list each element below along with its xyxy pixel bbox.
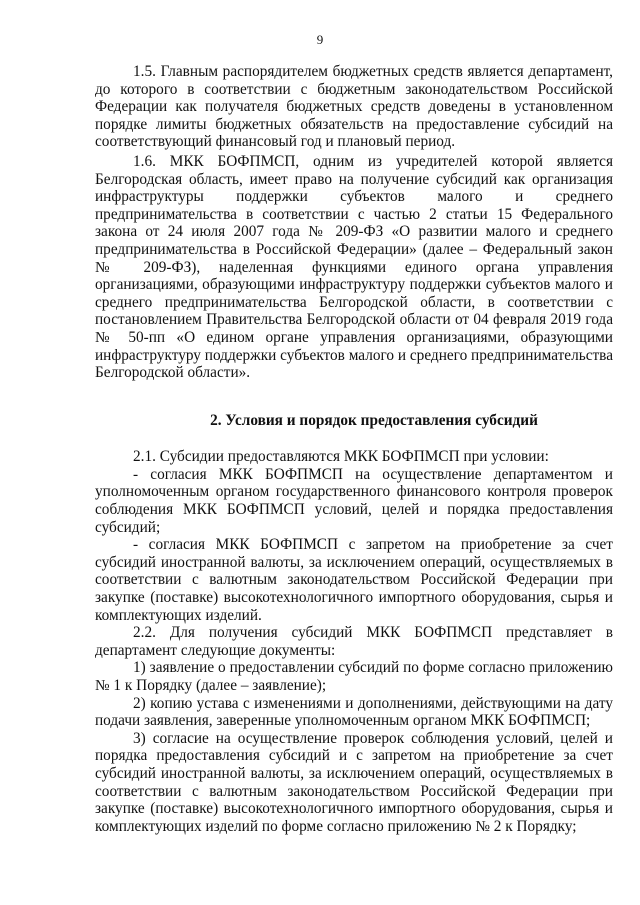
- document-body: [95, 63, 613, 835]
- paragraph-2-2: 2.2. Для получения субсидий МКК БОФПМСП представляет в департамент следующие документы:: [95, 624, 613, 659]
- paragraph-1-6: 1.6. МКК БОФПМСП, одним из учредителей которой является Белгородская область, имеет право на получение субсидий как организация инфраструктуры поддержки субъектов малого и среднего предпринимательства в соответствии с частью 2 статьи 15 Федерального закона от 24 июля 2007 года № 209-ФЗ «О развитии малого и среднего предпринимательства в Российской Федерации» (далее – Федеральный закон № 209-ФЗ), наделенная функциями единого органа управления организациями, образующими инфраструктуру поддержки субъектов малого и среднего предпринимательства Белгородской области, в соответствии с постановлением Правительства Белгородской области от 04 февраля 2019 года № 50-пп «О едином органе управления организациями, образующими инфраструктуру поддержки субъектов малого и среднего предпринимательства Белгородской области».: [95, 152, 613, 382]
- paragraph-2-2-item-3: 3) согласие на осуществление проверок соблюдения условий, целей и порядка предоставления субсидий и с запретом на приобретение за счет субсидий иностранной валюты, за исключением операций, осуществляемых в соответствии с валютным законодательством Российской Федерации при закупке (поставке) высокотехнологичного импортного оборудования, сырья и комплектующих изделий по форме согласно приложению № 2 к Порядку;: [95, 729, 613, 835]
- section-heading: 2. Условия и порядок предоставления субсидий: [210, 411, 538, 429]
- paragraph-1-5: 1.5. Главным распорядителем бюджетных средств является департамент, до которого в соответствии с бюджетным законодательством Российской Федерации как получателя бюджетных средств доведены в установленном порядке лимиты бюджетных обязательств на предоставление субсидий на соответствующий финансовый год и плановый период.: [95, 63, 613, 151]
- page-number: 9: [316, 32, 324, 47]
- paragraph-2-1-condition-1: - согласия МКК БОФПМСП на осуществление департаментом и уполномоченным органом государственного финансового контроля проверок соблюдения МКК БОФПМСП условий, целей и порядка предоставления субсидий;: [95, 465, 613, 536]
- paragraph-2-2-item-2: 2) копию устава с изменениями и дополнениями, действующими на дату подачи заявления, заверенные уполномоченным органом МКК БОФПМСП;: [95, 694, 613, 730]
- paragraph-2-2-item-1: 1) заявление о предоставлении субсидий по форме согласно приложению № 1 к Порядку (далее – заявление);: [95, 659, 613, 694]
- paragraph-2-1-condition-2: - согласия МКК БОФПМСП с запретом на приобретение за счет субсидий иностранной валюты, за исключением операций, осуществляемых в соответствии с валютным законодательством Российской Федерации при закупке (поставке) высокотехнологичного импортного оборудования, сырья и комплектующих изделий.: [95, 536, 613, 624]
- paragraph-2-1: 2.1. Субсидии предоставляются МКК БОФПМСП при условии:: [133, 448, 549, 466]
